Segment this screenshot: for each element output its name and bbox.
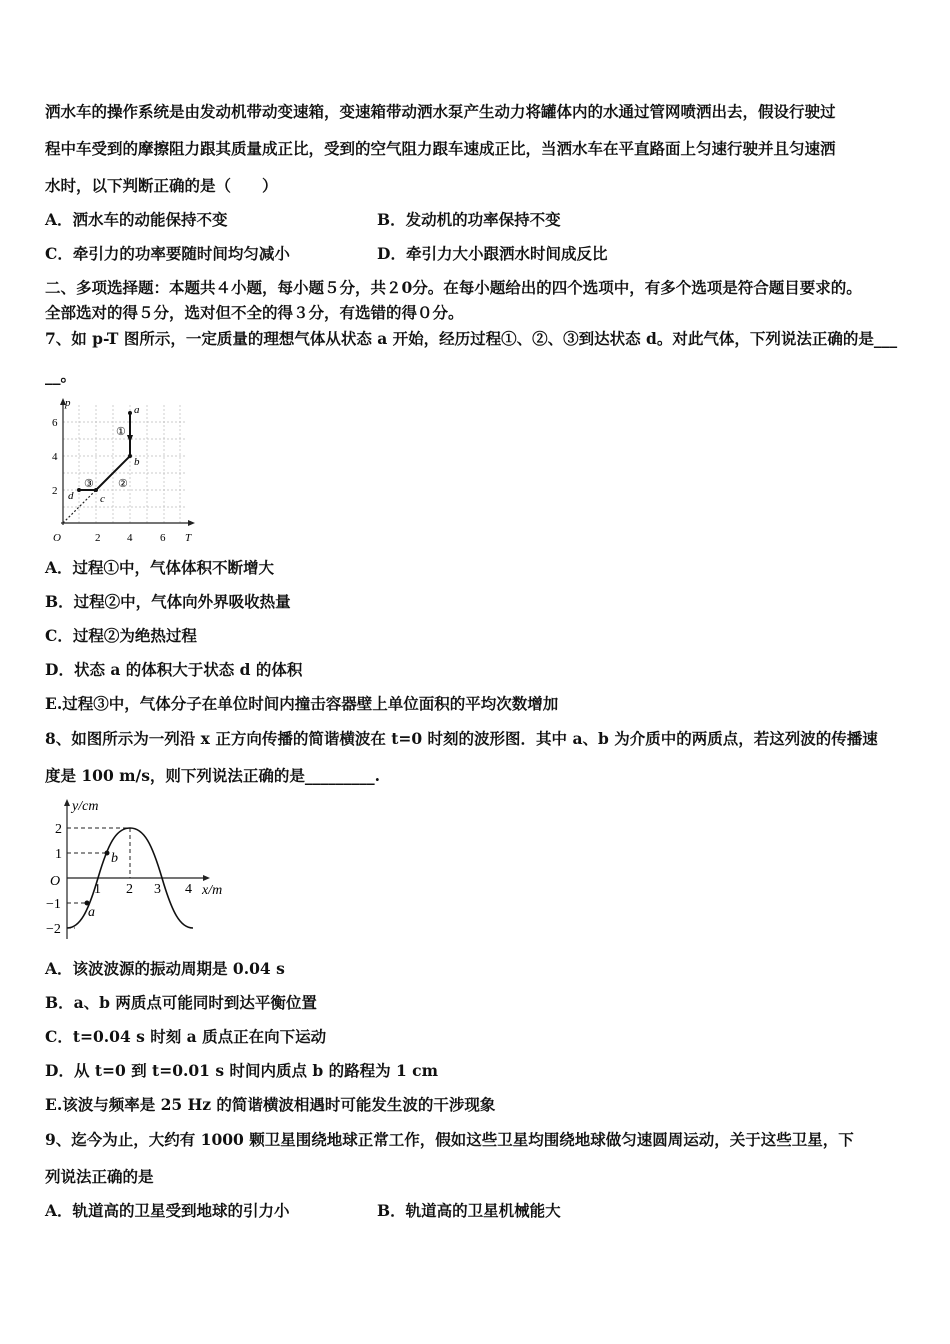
q6-stem-line-3: 水时，以下判断正确的是（ ）: [45, 176, 278, 195]
q8-y-tick-1: 1: [55, 847, 62, 862]
q7-option-d: D．状态 a 的体积大于状态 d 的体积: [45, 660, 303, 679]
section2-line-2: 全部选对的得５分，选对但不全的得３分，有选错的得０分。: [45, 303, 464, 322]
q7-stem-line-1: 7、如 p-T 图所示，一定质量的理想气体从状态 a 开始，经历过程①、②、③到达状态 d。对此气体，下列说法正确的是___: [45, 329, 898, 348]
q6-stem-line-2: 程中车受到的摩擦阻力跟其质量成正比，受到的空气阻力跟车速成正比，当洒水车在平直路面上匀速行驶并且匀速洒: [45, 139, 836, 158]
q8-y-axis-label: y/cm: [72, 799, 99, 814]
q7-x-tick-4: 4: [127, 532, 133, 544]
q7-label-process-2: ②: [118, 478, 128, 490]
q7-label-process-1: ①: [116, 426, 126, 438]
q7-point-d: [77, 488, 81, 492]
q7-option-c: C．过程②为绝热过程: [45, 626, 197, 645]
q8-x-tick-1: 1: [94, 882, 101, 897]
q8-option-c: C．t=0.04 s 时刻 a 质点正在向下运动: [45, 1027, 327, 1046]
q8-x-tick-4: 4: [185, 882, 192, 897]
q7-point-b: [128, 454, 132, 458]
q7-label-d: d: [68, 490, 74, 502]
q8-label-b: b: [111, 851, 118, 866]
q8-option-e: E.该波与频率是 25 Hz 的简谐横波相遇时可能发生波的干涉现象: [45, 1095, 496, 1114]
q8-stem-line-1: 8、如图所示为一列沿 x 正方向传播的简谐横波在 t=0 时刻的波形图．其中 a、b 为介质中的两质点，若这列波的传播速: [45, 729, 878, 748]
q8-wave-diagram: [40, 794, 240, 944]
q8-x-tick-3: 3: [154, 882, 161, 897]
q7-option-e: E.过程③中，气体分子在单位时间内撞击容器壁上单位面积的平均次数增加: [45, 694, 559, 713]
q8-option-d: D．从 t=0 到 t=0.01 s 时间内质点 b 的路程为 1 cm: [45, 1061, 439, 1080]
q6-option-d: D．牵引力大小跟洒水时间成反比: [377, 244, 608, 263]
q7-option-b: B．过程②中，气体向外界吸收热量: [45, 592, 291, 611]
q7-origin-label: O: [53, 532, 61, 544]
q7-x-tick-6: 6: [160, 532, 166, 544]
q7-point-a: [128, 411, 132, 415]
q8-point-b: [105, 851, 110, 856]
q6-option-c: C．牵引力的功率要随时间均匀减小: [45, 244, 290, 263]
q8-y-tick-neg2: −2: [46, 922, 61, 937]
q8-y-tick-2: 2: [55, 822, 62, 837]
q9-option-b: B．轨道高的卫星机械能大: [377, 1201, 561, 1220]
q7-label-b: b: [134, 456, 140, 468]
q7-label-c: c: [100, 493, 105, 505]
q8-x-axis-arrow: [203, 875, 210, 881]
q8-option-b: B．a、b 两质点可能同时到达平衡位置: [45, 993, 317, 1012]
q8-x-tick-2: 2: [126, 882, 133, 897]
q7-y-tick-4: 4: [52, 451, 58, 463]
q7-x-tick-2: 2: [95, 532, 101, 544]
q7-stem-line-2: __。: [45, 366, 77, 385]
q6-stem-line-1: 洒水车的操作系统是由发动机带动变速箱，变速箱带动洒水泵产生动力将罐体内的水通过管网喷洒出去，假设行驶过: [45, 102, 836, 121]
q8-origin-label: O: [50, 874, 61, 889]
q7-x-axis-label: T: [185, 532, 192, 544]
q8-y-tick-neg1: −1: [46, 897, 61, 912]
q9-stem-line-1: 9、迄今为止，大约有 1000 颗卫星围绕地球正常工作，假如这些卫星均围绕地球做匀速圆周运动，关于这些卫星，下: [45, 1130, 854, 1149]
q7-pT-diagram: [40, 395, 200, 545]
q6-option-a: A．洒水车的动能保持不变: [45, 210, 228, 229]
q7-y-axis-label: p: [65, 397, 71, 409]
q8-x-axis-label: x/m: [202, 883, 223, 898]
section2-line-1: 二、多项选择题：本题共４小题，每小题５分，共２0分。在每小题给出的四个选项中，有多个选项是符合题目要求的。: [45, 278, 862, 297]
q7-point-c: [94, 488, 98, 492]
q8-y-axis-arrow: [64, 799, 70, 806]
q7-label-process-3: ③: [84, 478, 94, 490]
q9-stem-line-2: 列说法正确的是: [45, 1167, 154, 1186]
q8-option-a: A．该波波源的振动周期是 0.04 s: [45, 959, 285, 978]
q7-y-tick-2: 2: [52, 485, 58, 497]
q8-stem-line-2: 度是 100 m/s，则下列说法正确的是_________.: [45, 766, 381, 785]
q7-option-a: A．过程①中，气体体积不断增大: [45, 558, 275, 577]
q7-y-tick-6: 6: [52, 417, 58, 429]
q7-x-axis-arrow: [188, 520, 195, 526]
q8-label-a: a: [88, 905, 95, 920]
q6-option-b: B．发动机的功率保持不变: [377, 210, 561, 229]
q9-option-a: A．轨道高的卫星受到地球的引力小: [45, 1201, 290, 1220]
q7-label-a: a: [134, 404, 140, 416]
